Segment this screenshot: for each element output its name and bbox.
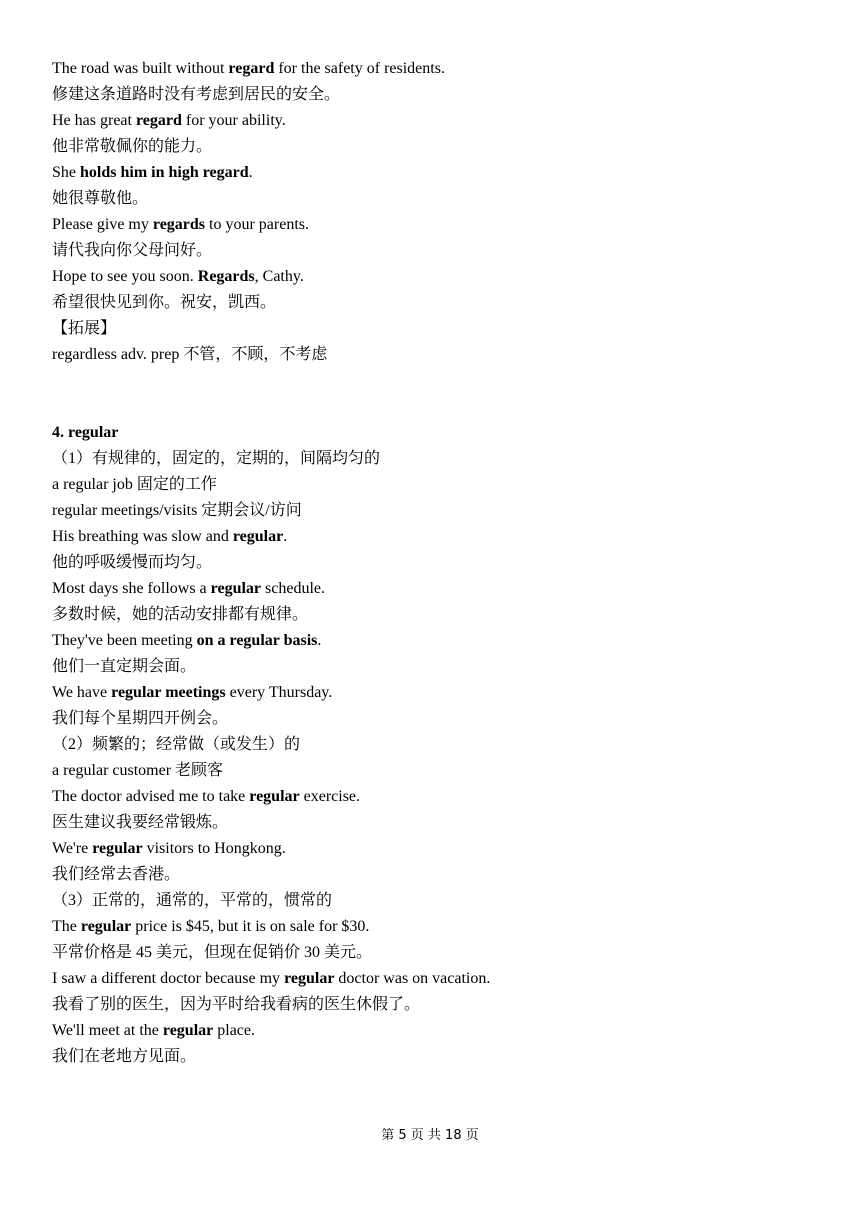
text-line bbox=[52, 602, 812, 628]
text-run: 请代我向你父母问好。 bbox=[52, 242, 213, 259]
text-line bbox=[52, 758, 812, 784]
text-line bbox=[52, 290, 812, 316]
text-line bbox=[52, 524, 812, 550]
text-line bbox=[52, 628, 812, 654]
text-line bbox=[52, 966, 812, 992]
text-run: 我们经常去香港。 bbox=[52, 866, 181, 883]
text-line bbox=[52, 680, 812, 706]
bold-phrase: regular bbox=[80, 918, 132, 935]
text-run: （2）频繁的；经常做（或发生）的 bbox=[52, 736, 301, 753]
text-line bbox=[52, 498, 812, 524]
text-run: His breathing was slow and bbox=[52, 528, 233, 545]
bold-phrase: regular bbox=[92, 840, 143, 857]
text-run: regular meetings/visits 定期会议/访问 bbox=[52, 502, 302, 519]
text-line bbox=[52, 550, 812, 576]
bold-phrase: regular meetings bbox=[111, 684, 226, 701]
text-run: a regular customer 老顾客 bbox=[52, 762, 224, 779]
bold-phrase: regular bbox=[210, 580, 262, 597]
text-line bbox=[52, 238, 812, 264]
text-run: 修建这条道路时没有考虑到居民的安全。 bbox=[52, 86, 341, 103]
text-run: 她很尊敬他。 bbox=[52, 190, 149, 207]
text-line bbox=[52, 706, 812, 732]
text-line bbox=[52, 446, 812, 472]
text-line bbox=[52, 160, 812, 186]
bold-phrase: regard bbox=[228, 60, 275, 77]
text-run: （3）正常的，通常的，平常的，惯常的 bbox=[52, 892, 333, 909]
text-run: , Cathy. bbox=[254, 268, 304, 285]
text-run: . bbox=[317, 632, 322, 649]
text-run: for your ability. bbox=[181, 112, 286, 129]
text-run: （1）有规律的，固定的，定期的，间隔均匀的 bbox=[52, 450, 381, 467]
text-line bbox=[52, 472, 812, 498]
text-run: Most days she follows a bbox=[52, 580, 211, 597]
text-line bbox=[52, 732, 812, 758]
text-line bbox=[52, 108, 812, 134]
bold-phrase: Regards bbox=[197, 268, 255, 285]
text-run: . bbox=[248, 164, 253, 181]
text-run: place. bbox=[213, 1022, 255, 1039]
document-body bbox=[52, 56, 812, 1070]
text-line bbox=[52, 316, 812, 342]
text-line bbox=[52, 212, 812, 238]
page-footer: 第 5 页 共 18 页 bbox=[381, 1128, 479, 1143]
text-run: 我看了别的医生，因为平时给我看病的医生休假了。 bbox=[52, 996, 421, 1013]
text-run: They've been meeting bbox=[52, 632, 197, 649]
text-line bbox=[52, 862, 812, 888]
section-gap bbox=[52, 368, 812, 420]
text-line bbox=[52, 810, 812, 836]
text-run: Please give my bbox=[52, 216, 153, 233]
text-line bbox=[52, 82, 812, 108]
text-line bbox=[52, 576, 812, 602]
bold-phrase: on a regular basis bbox=[196, 632, 318, 649]
text-line bbox=[52, 784, 812, 810]
text-run: 医生建议我要经常锻炼。 bbox=[52, 814, 229, 831]
text-line bbox=[52, 1018, 812, 1044]
text-run: The road was built without bbox=[52, 60, 229, 77]
text-line bbox=[52, 940, 812, 966]
text-line bbox=[52, 654, 812, 680]
text-line bbox=[52, 992, 812, 1018]
text-run: We have bbox=[52, 684, 112, 701]
text-run: for the safety of residents. bbox=[274, 60, 445, 77]
bold-phrase: holds him in high regard bbox=[80, 164, 249, 181]
text-run: We'll meet at the bbox=[52, 1022, 163, 1039]
bold-phrase: regular bbox=[162, 1022, 214, 1039]
text-line bbox=[52, 836, 812, 862]
text-line bbox=[52, 914, 812, 940]
text-run: regardless adv. prep 不管，不顾，不考虑 bbox=[52, 346, 328, 363]
text-run: The doctor advised me to take bbox=[52, 788, 250, 805]
text-run: Hope to see you soon. bbox=[52, 268, 198, 285]
text-run: 【拓展】 bbox=[52, 320, 117, 337]
text-run: 多数时候，她的活动安排都有规律。 bbox=[52, 606, 309, 623]
text-run: price is $45, but it is on sale for $30. bbox=[131, 918, 370, 935]
text-line bbox=[52, 420, 812, 446]
text-run: We're bbox=[52, 840, 93, 857]
text-run: exercise. bbox=[299, 788, 361, 805]
text-line bbox=[52, 1044, 812, 1070]
text-run: to your parents. bbox=[205, 216, 309, 233]
bold-phrase: regular bbox=[284, 970, 335, 987]
text-run: He has great bbox=[52, 112, 136, 129]
text-run: doctor was on vacation. bbox=[334, 970, 491, 987]
text-line bbox=[52, 134, 812, 160]
text-line bbox=[52, 56, 812, 82]
text-run: I saw a different doctor because my bbox=[52, 970, 285, 987]
bold-phrase: regular bbox=[232, 528, 284, 545]
text-run: visitors to Hongkong. bbox=[142, 840, 286, 857]
text-line bbox=[52, 264, 812, 290]
bold-phrase: regular bbox=[249, 788, 300, 805]
text-run: schedule. bbox=[261, 580, 325, 597]
text-run: . bbox=[283, 528, 288, 545]
bold-phrase: regards bbox=[152, 216, 206, 233]
text-run: 他的呼吸缓慢而均匀。 bbox=[52, 554, 213, 571]
text-line bbox=[52, 888, 812, 914]
text-run: She bbox=[52, 164, 80, 181]
text-run: 我们在老地方见面。 bbox=[52, 1048, 197, 1065]
text-run: 平常价格是 45 美元，但现在促销价 30 美元。 bbox=[52, 944, 373, 961]
text-run: 希望很快见到你。祝安，凯西。 bbox=[52, 294, 277, 311]
bold-phrase: regard bbox=[135, 112, 182, 129]
text-run: every Thursday. bbox=[225, 684, 333, 701]
text-run: 他们一直定期会面。 bbox=[52, 658, 197, 675]
text-run: 我们每个星期四开例会。 bbox=[52, 710, 229, 727]
text-line bbox=[52, 186, 812, 212]
text-run: a regular job 固定的工作 bbox=[52, 476, 217, 493]
text-run: 他非常敬佩你的能力。 bbox=[52, 138, 213, 155]
bold-phrase: 4. regular bbox=[52, 424, 119, 441]
text-run: The bbox=[52, 918, 81, 935]
text-line bbox=[52, 342, 812, 368]
